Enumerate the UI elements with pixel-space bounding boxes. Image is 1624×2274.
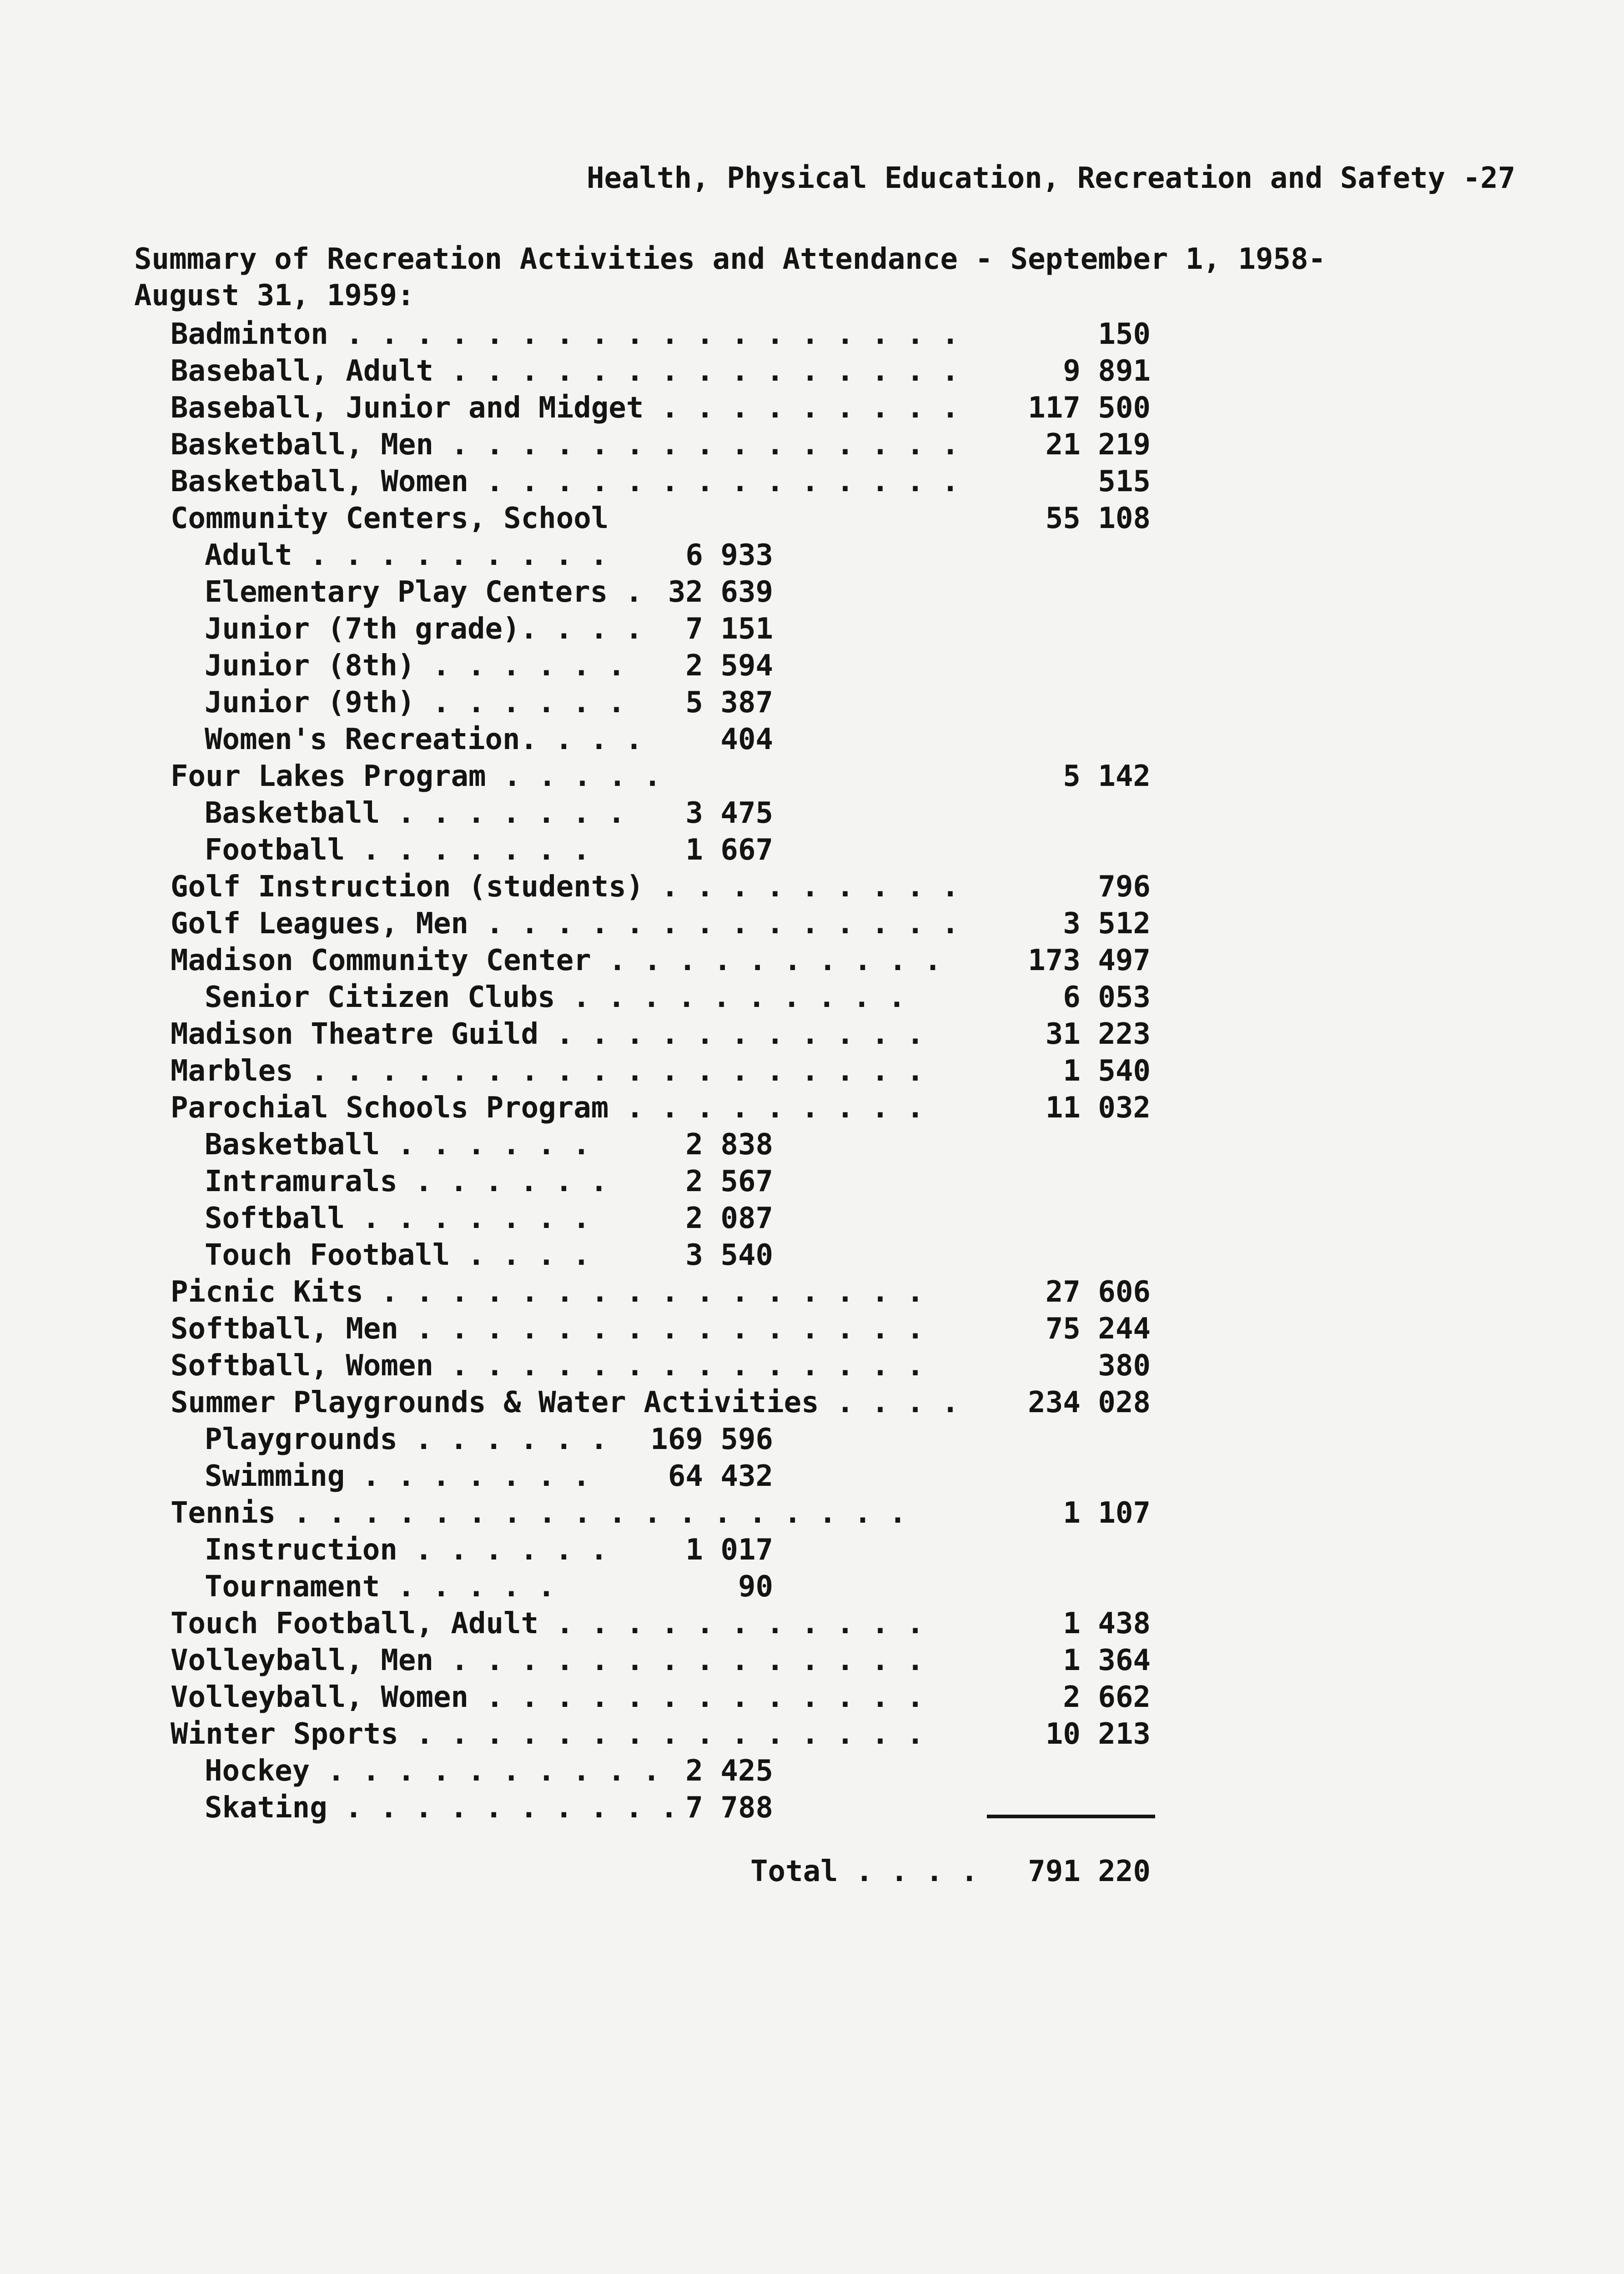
activity-label: Skating . . . . . . . . . . xyxy=(205,1791,678,1825)
activity-row xyxy=(0,1274,1624,1310)
attendance-total: 75 244 xyxy=(1045,1312,1151,1346)
sub-attendance: 2 567 xyxy=(685,1165,773,1198)
activity-label: Playgrounds . . . . . . xyxy=(205,1423,608,1456)
attendance-total: 1 438 xyxy=(1063,1607,1151,1640)
activity-label: Golf Leagues, Men . . . . . . . . . . . . . . xyxy=(171,907,959,941)
activity-label: Community Centers, School xyxy=(171,502,609,535)
sub-attendance: 7 151 xyxy=(685,612,773,646)
sub-attendance: 1 667 xyxy=(685,833,773,867)
activity-row xyxy=(0,463,1624,500)
activity-label: Senior Citizen Clubs . . . . . . . . . . xyxy=(205,981,906,1014)
activity-label: Summer Playgrounds & Water Activities . . . . xyxy=(171,1386,959,1419)
activity-label: Marbles . . . . . . . . . . . . . . . . . . xyxy=(171,1054,924,1088)
activity-label: Badminton . . . . . . . . . . . . . . . . . . xyxy=(171,317,959,351)
activity-row xyxy=(0,684,1624,721)
activity-row xyxy=(0,1384,1624,1421)
sub-attendance: 64 432 xyxy=(668,1459,773,1493)
activity-label: Junior (8th) . . . . . . xyxy=(205,649,625,683)
activity-row xyxy=(0,1200,1624,1237)
activity-label: Softball, Women . . . . . . . . . . . . . . xyxy=(171,1349,924,1383)
activity-label: Picnic Kits . . . . . . . . . . . . . . . . xyxy=(171,1275,924,1309)
attendance-total: 150 xyxy=(1098,317,1151,351)
activity-label: Intramurals . . . . . . xyxy=(205,1165,608,1198)
activity-label: Basketball, Women . . . . . . . . . . . . . . xyxy=(171,465,959,498)
summary-heading xyxy=(134,241,1408,314)
attendance-total: 234 028 xyxy=(1028,1386,1151,1419)
sub-attendance: 5 387 xyxy=(685,686,773,719)
attendance-total: 173 497 xyxy=(1028,944,1151,977)
sub-attendance: 32 639 xyxy=(668,575,773,609)
activity-label: Junior (7th grade). . . . xyxy=(205,612,643,646)
attendance-total: 3 512 xyxy=(1063,907,1151,941)
sub-attendance: 7 788 xyxy=(685,1791,773,1825)
activity-label: Instruction . . . . . . xyxy=(205,1533,608,1567)
activity-row xyxy=(0,1532,1624,1568)
activity-row xyxy=(0,758,1624,795)
activity-row xyxy=(0,1311,1624,1347)
attendance-total: 11 032 xyxy=(1045,1091,1151,1125)
activity-row xyxy=(0,427,1624,463)
activity-row xyxy=(0,611,1624,647)
activity-row xyxy=(0,1421,1624,1458)
activity-label: Softball . . . . . . . xyxy=(205,1202,590,1235)
total-rule xyxy=(987,1815,1155,1818)
sub-attendance: 169 596 xyxy=(650,1423,773,1456)
attendance-total: 9 891 xyxy=(1063,354,1151,388)
activity-label: Volleyball, Men . . . . . . . . . . . . . . xyxy=(171,1644,924,1677)
attendance-total: 10 213 xyxy=(1045,1717,1151,1751)
attendance-total: 515 xyxy=(1098,465,1151,498)
sub-attendance: 3 475 xyxy=(685,796,773,830)
summary-title-line2: August 31, 1959: xyxy=(134,279,415,312)
activity-row xyxy=(0,574,1624,610)
attendance-total: 1 540 xyxy=(1063,1054,1151,1088)
activity-label: Madison Community Center . . . . . . . . . . xyxy=(171,944,942,977)
activity-row xyxy=(0,795,1624,831)
attendance-total: 380 xyxy=(1098,1349,1151,1383)
activity-label: Parochial Schools Program . . . . . . . . . xyxy=(171,1091,924,1125)
activity-row xyxy=(0,721,1624,758)
activity-label: Tournament . . . . . xyxy=(205,1570,555,1604)
activity-row xyxy=(0,353,1624,389)
total-value: 791 220 xyxy=(1028,1855,1151,1888)
attendance-total: 2 662 xyxy=(1063,1680,1151,1714)
sub-attendance: 2 838 xyxy=(685,1128,773,1162)
activity-row xyxy=(0,832,1624,868)
activity-row xyxy=(0,906,1624,942)
activity-label: Basketball, Men . . . . . . . . . . . . . . . xyxy=(171,428,959,462)
attendance-total: 117 500 xyxy=(1028,391,1151,425)
activity-label: Four Lakes Program . . . . . xyxy=(171,760,661,793)
activity-label: Swimming . . . . . . . xyxy=(205,1459,590,1493)
activity-label: Hockey . . . . . . . . . . xyxy=(205,1754,660,1788)
attendance-total: 796 xyxy=(1098,870,1151,904)
activity-label: Golf Instruction (students) . . . . . . . . . xyxy=(171,870,959,904)
attendance-total: 1 107 xyxy=(1063,1496,1151,1530)
activity-label: Softball, Men . . . . . . . . . . . . . . . xyxy=(171,1312,924,1346)
activity-row xyxy=(0,316,1624,352)
summary-title-line1: Summary of Recreation Activities and Attendance - September 1, 1958- xyxy=(134,242,1326,276)
activity-label: Basketball . . . . . . xyxy=(205,1128,590,1162)
activity-row xyxy=(0,1348,1624,1384)
activity-label: Adult . . . . . . . . . xyxy=(205,538,608,572)
activity-row xyxy=(0,1753,1624,1789)
attendance-total: 1 364 xyxy=(1063,1644,1151,1677)
activity-label: Women's Recreation. . . . xyxy=(205,723,643,756)
activity-label: Baseball, Junior and Midget . . . . . . . . . xyxy=(171,391,959,425)
activity-label: Touch Football, Adult . . . . . . . . . . . xyxy=(171,1607,924,1640)
activity-row xyxy=(0,1127,1624,1163)
activity-row xyxy=(0,1716,1624,1752)
activity-row xyxy=(0,1163,1624,1200)
activity-row xyxy=(0,869,1624,905)
sub-attendance: 1 017 xyxy=(685,1533,773,1567)
attendance-total: 55 108 xyxy=(1045,502,1151,535)
activity-label: Volleyball, Women . . . . . . . . . . . . . xyxy=(171,1680,924,1714)
sub-attendance: 2 425 xyxy=(685,1754,773,1788)
activity-label: Junior (9th) . . . . . . xyxy=(205,686,625,719)
activity-row xyxy=(0,390,1624,426)
activity-label: Touch Football . . . . xyxy=(205,1238,590,1272)
activity-row xyxy=(0,1458,1624,1494)
activity-row xyxy=(0,500,1624,537)
activity-row xyxy=(0,1495,1624,1531)
attendance-total: 21 219 xyxy=(1045,428,1151,462)
activity-row xyxy=(0,1090,1624,1126)
activity-label: Tennis . . . . . . . . . . . . . . . . . . xyxy=(171,1496,907,1530)
activity-row xyxy=(0,1679,1624,1716)
attendance-total: 31 223 xyxy=(1045,1017,1151,1051)
activity-label: Winter Sports . . . . . . . . . . . . . . . xyxy=(171,1717,924,1751)
sub-attendance: 3 540 xyxy=(685,1238,773,1272)
sub-attendance: 404 xyxy=(720,723,773,756)
sub-attendance: 2 594 xyxy=(685,649,773,683)
sub-attendance: 6 933 xyxy=(685,538,773,572)
activity-label: Elementary Play Centers . xyxy=(205,575,643,609)
activity-row xyxy=(0,1016,1624,1052)
attendance-total: 6 053 xyxy=(1063,981,1151,1014)
activity-label: Basketball . . . . . . . xyxy=(205,796,625,830)
total-label: Total . . . . xyxy=(750,1855,978,1888)
activity-row xyxy=(0,1053,1624,1089)
activity-row xyxy=(0,1237,1624,1273)
activity-label: Baseball, Adult . . . . . . . . . . . . . . . xyxy=(171,354,959,388)
total-row xyxy=(0,1853,1624,1890)
attendance-total: 5 142 xyxy=(1063,760,1151,793)
activity-label: Football . . . . . . . xyxy=(205,833,590,867)
sub-attendance: 2 087 xyxy=(685,1202,773,1235)
activity-row xyxy=(0,1790,1624,1826)
activity-row xyxy=(0,1605,1624,1642)
activity-row xyxy=(0,979,1624,1016)
activity-row xyxy=(0,1569,1624,1605)
activity-row xyxy=(0,942,1624,979)
activity-label: Madison Theatre Guild . . . . . . . . . . . xyxy=(171,1017,924,1051)
sub-attendance: 90 xyxy=(738,1570,773,1604)
page-header: Health, Physical Education, Recreation and Safety -27 xyxy=(587,161,1516,195)
activity-row xyxy=(0,1642,1624,1679)
activity-row xyxy=(0,648,1624,684)
attendance-total: 27 606 xyxy=(1045,1275,1151,1309)
activity-row xyxy=(0,537,1624,574)
